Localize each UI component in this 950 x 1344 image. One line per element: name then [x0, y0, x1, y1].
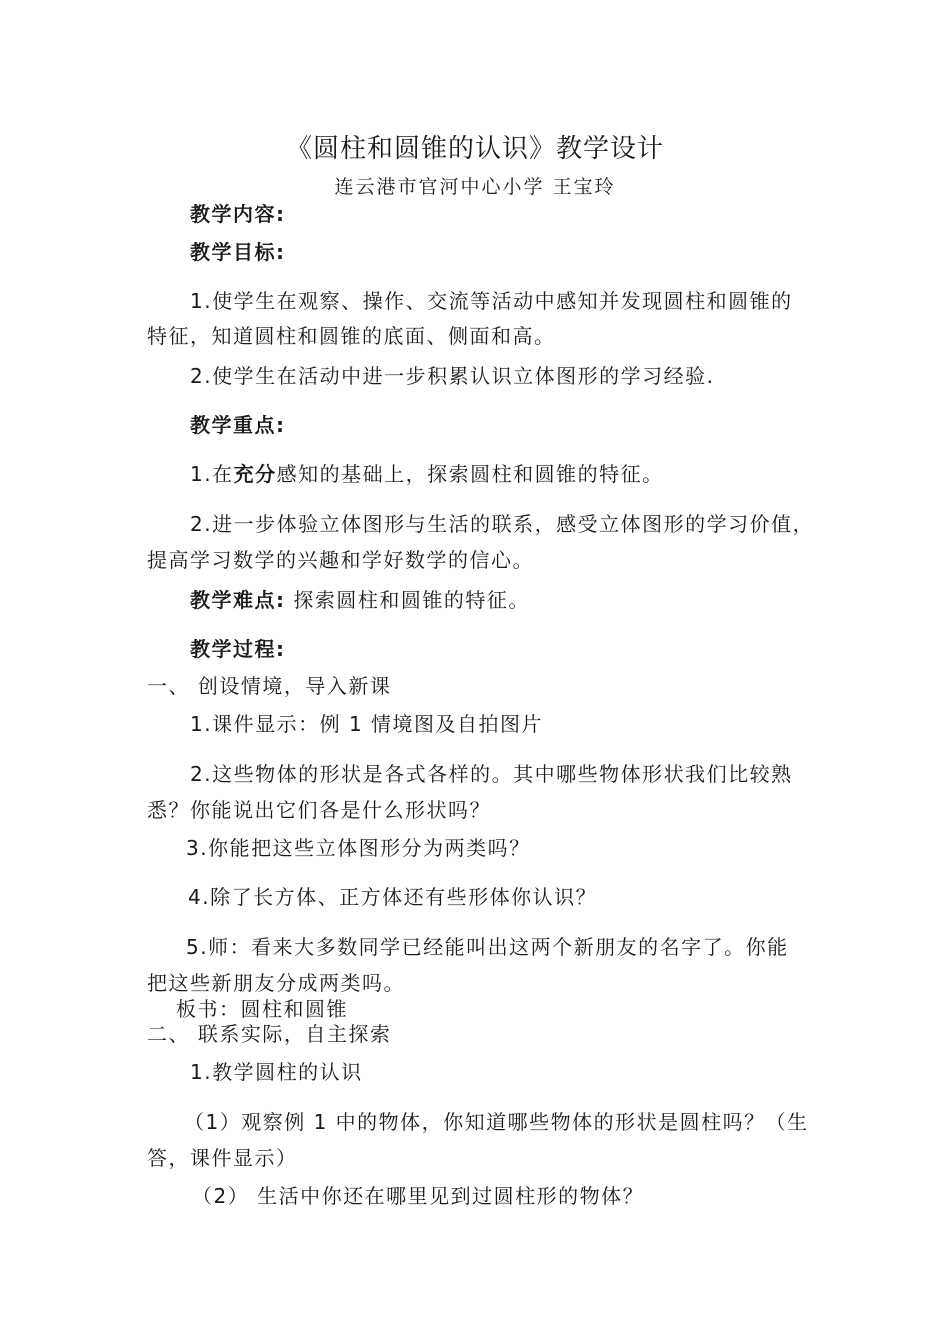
section-2-item-1: 1.教学圆柱的认识	[190, 1060, 363, 1084]
section-2-question-2: （2） 生活中你还在哪里见到过圆柱形的物体？	[192, 1184, 645, 1208]
key-point-2-line-2: 提高学习数学的兴趣和学好数学的信心。	[147, 548, 534, 572]
key-point-1-prefix: 1.在	[190, 462, 234, 486]
section-1-heading: 一、 创设情境，导入新课	[147, 674, 392, 698]
section-1-item-2-line-1: 2.这些物体的形状是各式各样的。其中哪些物体形状我们比较熟	[190, 762, 793, 786]
board-writing: 板书：圆柱和圆锥	[176, 997, 348, 1021]
document-title: 《圆柱和圆锥的认识》教学设计	[285, 134, 664, 164]
section-1-item-5-line-2: 把这些新朋友分成两类吗。	[147, 971, 405, 995]
section-1-item-4: 4.除了长方体、正方体还有些形体你认识？	[188, 885, 598, 909]
section-1-item-3: 3.你能把这些立体图形分为两类吗？	[186, 836, 531, 860]
section-2-question-1-line-2: 答，课件显示）	[147, 1146, 298, 1170]
process-heading: 教学过程:	[190, 637, 286, 661]
section-2-heading: 二、 联系实际，自主探索	[147, 1022, 392, 1046]
teaching-goals-heading: 教学目标:	[190, 240, 286, 264]
author-line: 连云港市官河中心小学 王宝玲	[334, 176, 616, 198]
goal-2: 2.使学生在活动中进一步积累认识立体图形的学习经验.	[190, 364, 715, 388]
difficulty-heading: 教学难点:	[190, 588, 286, 612]
goal-1-line-1: 1.使学生在观察、操作、交流等活动中感知并发现圆柱和圆锥的	[190, 289, 793, 313]
section-2-question-1-line-1: （1）观察例 1 中的物体，你知道哪些物体的形状是圆柱吗？（生	[184, 1110, 809, 1134]
key-point-1-suffix: 感知的基础上，探索圆柱和圆锥的特征。	[276, 462, 664, 486]
key-point-1	[190, 462, 664, 486]
key-point-2-line-1: 2.进一步体验立体图形与生活的联系，感受立体图形的学习价值，	[190, 512, 815, 536]
section-1-item-2-line-2: 悉？你能说出它们各是什么形状吗？	[147, 798, 491, 822]
goal-1-line-2: 特征，知道圆柱和圆锥的底面、侧面和高。	[147, 324, 556, 348]
key-points-heading: 教学重点:	[190, 413, 286, 437]
key-point-1-emphasis: 充分	[233, 462, 277, 486]
teaching-content-heading: 教学内容:	[190, 202, 286, 226]
difficulty-text: 探索圆柱和圆锥的特征。	[285, 588, 530, 612]
difficulty-line	[190, 588, 530, 612]
section-1-item-5-line-1: 5.师：看来大多数同学已经能叫出这两个新朋友的名字了。你能	[186, 935, 789, 959]
section-1-item-1: 1.课件显示：例 1 情境图及自拍图片	[190, 712, 544, 736]
